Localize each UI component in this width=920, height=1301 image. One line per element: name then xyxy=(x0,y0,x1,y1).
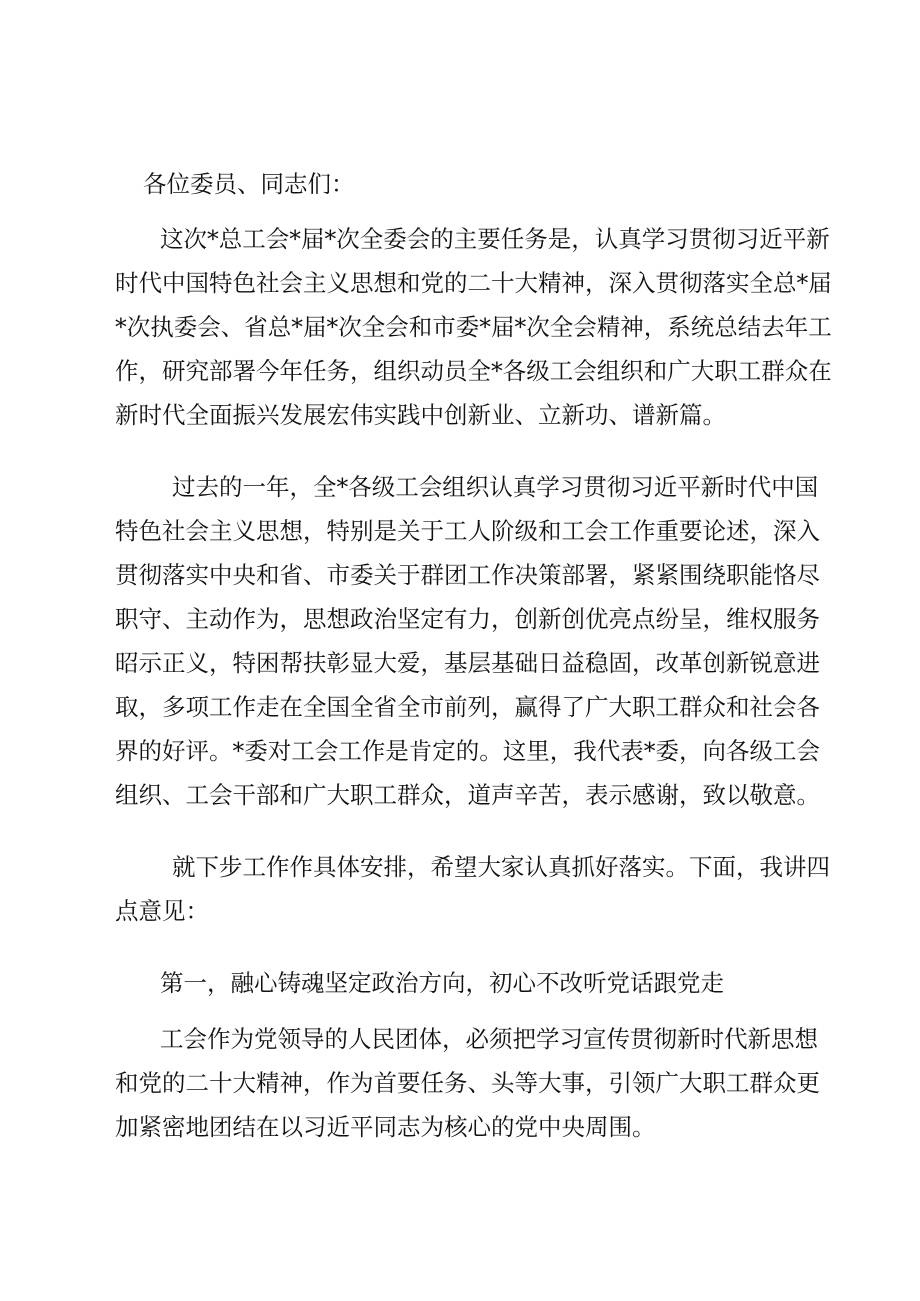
salutation: 各位委员、同志们： xyxy=(143,170,355,198)
paragraph-line: 点意见： xyxy=(115,897,209,925)
paragraph-line: 加紧密地团结在以习近平同志为核心的党中央周围。 xyxy=(115,1113,656,1141)
paragraph-line: 作，研究部署今年任务，组织动员全*各级工会组织和广大职工群众在 xyxy=(115,357,832,385)
paragraph-line: 过去的一年，全*各级工会组织认真学习贯彻习近平新时代中国 xyxy=(172,473,819,501)
paragraph-line: 昭示正义，特困帮扶彰显大爱，基层基础日益稳固，改革创新锐意进 xyxy=(115,649,820,677)
paragraph-line: 时代中国特色社会主义思想和党的二十大精神，深入贯彻落实全总*届 xyxy=(115,269,832,297)
paragraph-line: 就下步工作作具体安排，希望大家认真抓好落实。下面，我讲四 xyxy=(172,853,830,881)
paragraph-line: 工会作为党领导的人民团体，必须把学习宣传贯彻新时代新思想 xyxy=(160,1025,818,1053)
paragraph-line: 组织、工会干部和广大职工群众，道声辛苦，表示感谢，致以敬意。 xyxy=(115,781,820,809)
paragraph-line: 和党的二十大精神，作为首要任务、头等大事，引领广大职工群众更 xyxy=(115,1069,820,1097)
paragraph-line: 界的好评。*委对工会工作是肯定的。这里，我代表*委，向各级工会 xyxy=(115,737,820,765)
paragraph-line: 职守、主动作为，思想政治坚定有力，创新创优亮点纷呈，维权服务 xyxy=(115,605,820,633)
paragraph-line: 这次*总工会*届*次全委会的主要任务是，认真学习贯彻习近平新 xyxy=(160,225,830,253)
section-heading: 第一，融心铸魂坚定政治方向，初心不改听党话跟党走 xyxy=(160,969,724,997)
paragraph-line: *次执委会、省总*届*次全会和市委*届*次全会精神，系统总结去年工 xyxy=(115,313,832,341)
paragraph-line: 贯彻落实中央和省、市委关于群团工作决策部署，紧紧围绕职能恪尽 xyxy=(115,561,820,589)
paragraph-line: 取，多项工作走在全国全省全市前列，赢得了广大职工群众和社会各 xyxy=(115,693,820,721)
paragraph-line: 特色社会主义思想，特别是关于工人阶级和工会工作重要论述，深入 xyxy=(115,517,820,545)
paragraph-line: 新时代全面振兴发展宏伟实践中创新业、立新功、谱新篇。 xyxy=(115,401,726,429)
